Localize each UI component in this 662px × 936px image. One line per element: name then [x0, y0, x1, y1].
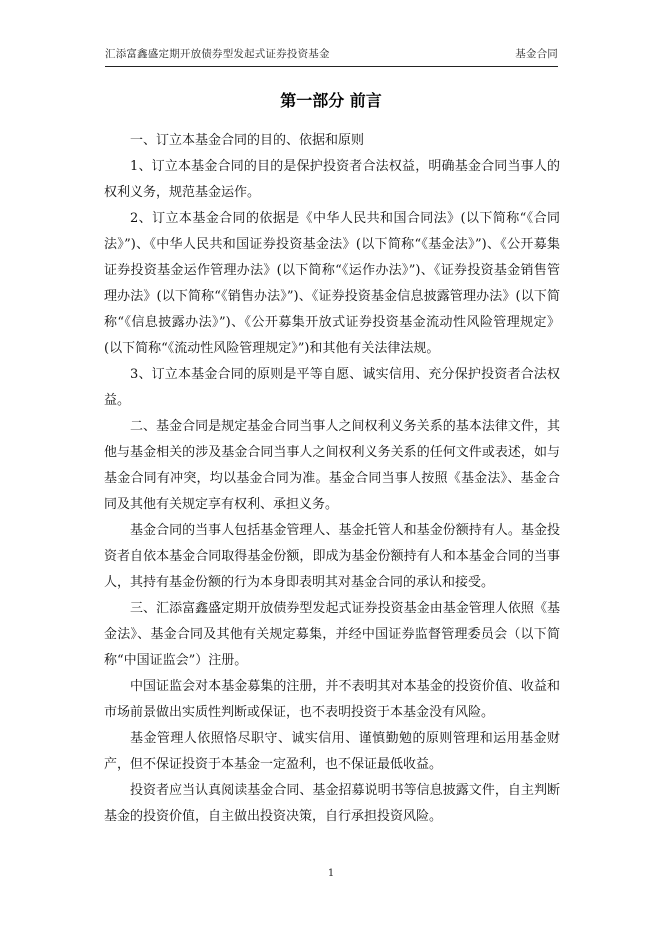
document-body [104, 128, 560, 830]
paragraph: 1、订立本基金合同的目的是保护投资者合法权益，明确基金合同当事人的权利义务，规范基金运作。 [104, 159, 560, 200]
paragraph: 2、订立本基金合同的依据是《中华人民共和国合同法》(以下简称“《合同法》”)、《中华人民共和国证券投资基金法》(以下简称“《基金法》”)、《公开募集证券投资基金运作管理办法》(以下简称“《运作办法》”)、《证券投资基金销售管理办法》(以下简称“《销售办法》”)、《证券投资基金信息披露管理办法》(以下简称“《信息披露办法》”)、《公开募集开放式证券投资基金流动性风险管理规定》(以下简称“《流动性风险管理规定》”)和其他有关法律法规。 [104, 211, 560, 356]
page-number: 1 [327, 868, 335, 879]
paragraph: 基金管理人依照恪尽职守、诚实信用、谨慎勤勉的原则管理和运用基金财产，但不保证投资于本基金一定盈利，也不保证最低收益。 [104, 731, 560, 772]
paragraph: 基金合同的当事人包括基金管理人、基金托管人和基金份额持有人。基金投资者自依本基金合同取得基金份额，即成为基金份额持有人和本基金合同的当事人，其持有基金份额的行为本身即表明其对基金合同的承认和接受。 [104, 523, 560, 590]
section-title: 第一部分 前言 [280, 91, 382, 110]
paragraph: 一、订立本基金合同的目的、依据和原则 [130, 133, 365, 148]
paragraph: 二、基金合同是规定基金合同当事人之间权利义务关系的基本法律文件，其他与基金相关的涉及基金合同当事人之间权利义务关系的任何文件或表述，如与基金合同有冲突，均以基金合同为准。基金合同当事人按照《基金法》、基金合同及其他有关规定享有权利、承担义务。 [104, 419, 560, 512]
header-fund-name: 汇添富鑫盛定期开放债券型发起式证券投资基金 [105, 48, 330, 60]
paragraph: 3、订立本基金合同的原则是平等自愿、诚实信用、充分保护投资者合法权益。 [104, 367, 560, 408]
paragraph: 投资者应当认真阅读基金合同、基金招募说明书等信息披露文件，自主判断基金的投资价值，自主做出投资决策，自行承担投资风险。 [104, 783, 560, 824]
paragraph: 中国证监会对本基金募集的注册，并不表明其对本基金的投资价值、收益和市场前景做出实质性判断或保证，也不表明投资于本基金没有风险。 [104, 679, 560, 720]
page-header [105, 44, 558, 67]
header-doc-type: 基金合同 [515, 48, 558, 60]
paragraph: 三、汇添富鑫盛定期开放债券型发起式证券投资基金由基金管理人依照《基金法》、基金合同及其他有关规定募集，并经中国证券监督管理委员会（以下简称“中国证监会”）注册。 [104, 601, 560, 668]
